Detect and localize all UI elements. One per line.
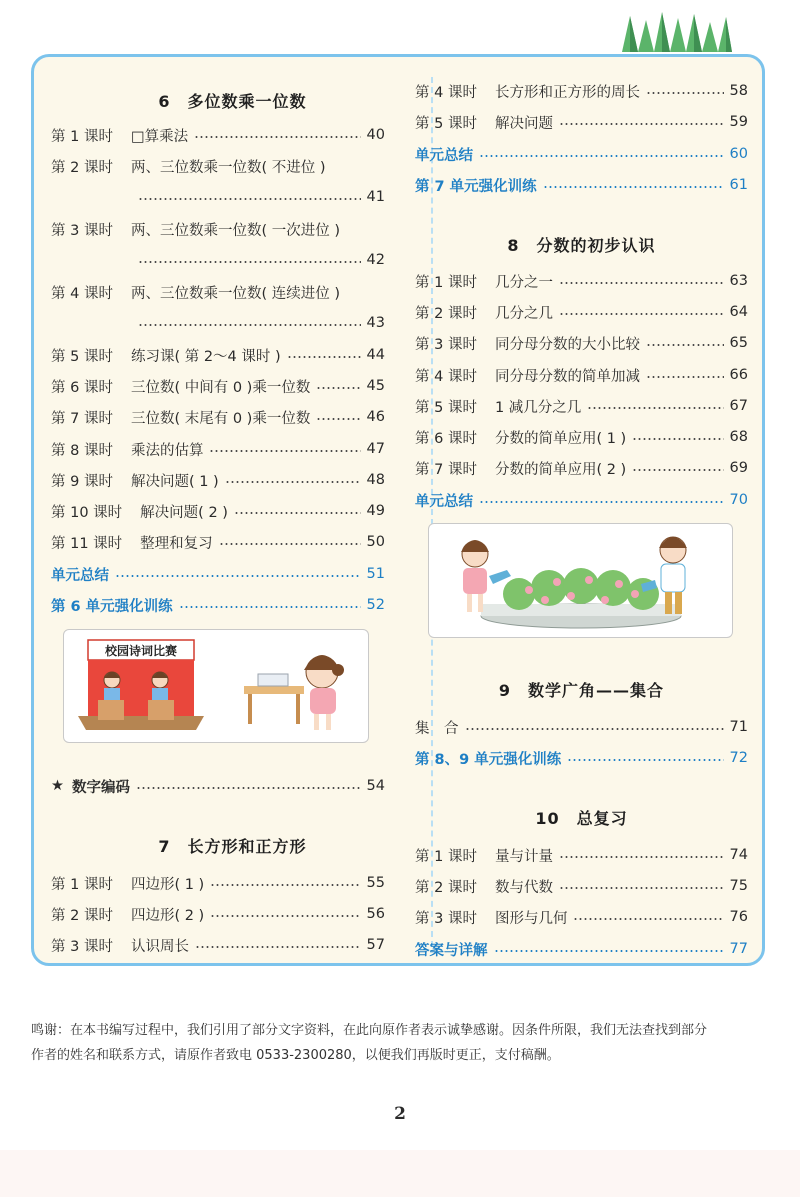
unit-training-label: 第 8、9 单元强化训练 <box>415 751 562 768</box>
unit-training-label: 第 7 单元强化训练 <box>415 178 537 195</box>
lesson-name: 解决问题( 2 ) <box>140 504 228 521</box>
tree-decoration <box>622 8 732 52</box>
lesson-name: 练习课( 第 2～4 课时 ) <box>130 348 281 365</box>
leader-dots <box>287 356 361 358</box>
leader-dots <box>559 887 724 889</box>
page-number: 59 <box>729 114 748 130</box>
lesson-number: 第 2 课时 <box>51 907 113 924</box>
page-number: 54 <box>366 778 385 794</box>
toc-row-8-1[interactable] <box>415 271 748 291</box>
leader-dots <box>632 469 723 471</box>
lesson-name: 解决问题 <box>494 115 553 132</box>
toc-row-6-8[interactable] <box>51 439 385 459</box>
unit-7-title: 7 长方形和正方形 <box>158 837 307 856</box>
page-number: 69 <box>729 460 748 476</box>
lesson-number: 第 1 课时 <box>51 876 113 893</box>
leader-dots <box>209 450 360 452</box>
toc-row-6-summary[interactable] <box>51 564 385 584</box>
unit-6-title: 6 多位数乘一位数 <box>158 92 307 111</box>
toc-row-7-4[interactable] <box>415 81 748 101</box>
unit-training-label: 第 6 单元强化训练 <box>51 598 173 615</box>
page-number-footer: 2 <box>394 1104 406 1124</box>
lesson-name: 数与代数 <box>494 879 553 896</box>
lesson-name: 认识周长 <box>130 938 189 955</box>
lesson-number: 第 2 课时 <box>415 305 477 322</box>
leader-dots <box>559 313 724 315</box>
lesson-number: 第 10 课时 <box>51 504 123 521</box>
bottom-band <box>0 1150 800 1197</box>
leader-dots <box>210 884 360 886</box>
lesson-name: 乘法的估算 <box>130 442 204 459</box>
toc-row-6-4-cont[interactable] <box>51 313 385 333</box>
page-number: 52 <box>366 597 385 613</box>
lesson-name: 四边形( 2 ) <box>130 907 205 924</box>
page-number: 48 <box>366 472 385 488</box>
toc-row-6-3-cont[interactable] <box>51 250 385 270</box>
leader-dots <box>567 759 723 761</box>
toc-row-6-7[interactable] <box>51 407 385 427</box>
toc-row-6-9[interactable] <box>51 470 385 490</box>
lesson-name: 两、三位数乘一位数( 不进位 ) <box>130 159 326 176</box>
acknowledgement <box>31 1018 771 1068</box>
toc-row-8-3[interactable] <box>415 333 748 353</box>
lesson-name: 几分之一 <box>494 274 553 291</box>
page-number: 51 <box>366 566 385 582</box>
lesson-name: 分数的简单应用( 1 ) <box>494 430 627 447</box>
leader-dots <box>138 198 361 200</box>
page-number: 65 <box>729 335 748 351</box>
toc-row-8-6[interactable] <box>415 427 748 447</box>
toc-row-10-2[interactable] <box>415 876 748 896</box>
leader-dots <box>559 123 724 125</box>
lesson-number: 第 9 课时 <box>51 473 113 490</box>
special-topic-label: 数字编码 <box>72 779 130 796</box>
acknowledgement-line-1: 鸣谢：在本书编写过程中，我们引用了部分文字资料，在此向原作者表示诚挚感谢。因条件所限，我们无法查找到部分 <box>31 1023 708 1038</box>
lesson-number: 第 4 课时 <box>415 84 477 101</box>
leader-dots <box>646 92 724 94</box>
page-number: 58 <box>729 83 748 99</box>
page-number: 41 <box>366 189 385 205</box>
poetry-competition-illustration <box>63 629 369 743</box>
contents-card <box>31 54 765 966</box>
leader-dots <box>543 186 724 188</box>
page-number: 43 <box>366 315 385 331</box>
unit-summary-label: 单元总结 <box>415 493 473 510</box>
garden-scene-icon <box>429 524 732 637</box>
leader-dots <box>138 324 361 326</box>
lesson-name: 两、三位数乘一位数( 连续进位 ) <box>130 285 340 302</box>
page-number: 50 <box>366 534 385 550</box>
page-number: 68 <box>729 429 748 445</box>
lesson-number: 第 3 课时 <box>51 938 113 955</box>
lesson-name: 解决问题( 1 ) <box>130 473 219 490</box>
leader-dots <box>194 136 360 138</box>
lesson-number: 第 11 课时 <box>51 535 123 552</box>
page-number: 61 <box>729 177 748 193</box>
lesson-number: 第 8 课时 <box>51 442 113 459</box>
lesson-number: 第 3 课时 <box>51 222 113 239</box>
page-number: 47 <box>366 441 385 457</box>
lesson-name: 集 合 <box>415 720 459 737</box>
page-number: 74 <box>729 847 748 863</box>
page-number: 76 <box>729 909 748 925</box>
leader-dots <box>210 915 360 917</box>
lesson-number: 第 6 课时 <box>415 430 477 447</box>
lesson-number: 第 3 课时 <box>415 910 477 927</box>
page-number: 71 <box>729 719 748 735</box>
leader-dots <box>479 155 724 157</box>
toc-row-8-4[interactable] <box>415 365 748 385</box>
leader-dots <box>573 918 723 920</box>
lesson-name: □算乘法 <box>130 128 189 145</box>
page-number: 60 <box>729 146 748 162</box>
leader-dots <box>316 387 360 389</box>
lesson-number: 第 3 课时 <box>415 336 477 353</box>
leader-dots <box>195 946 361 948</box>
leader-dots <box>234 512 361 514</box>
page-number: 57 <box>366 937 385 953</box>
star-icon: ★ <box>51 778 64 794</box>
page-number: 56 <box>366 906 385 922</box>
toc-row-8-2[interactable] <box>415 302 748 322</box>
lesson-name: 同分母分数的大小比较 <box>494 336 640 353</box>
acknowledgement-line-2: 作者的姓名和联系方式，请原作者致电 0533-2300280，以便我们再版时更正，支付稿酬。 <box>31 1048 560 1063</box>
answers-label: 答案与详解 <box>415 942 488 959</box>
toc-row-6-10[interactable] <box>51 501 385 521</box>
leader-dots <box>115 575 361 577</box>
toc-row-6-6[interactable] <box>51 376 385 396</box>
lesson-name: 同分母分数的简单加减 <box>494 368 640 385</box>
toc-row-7-1[interactable] <box>51 873 385 893</box>
lesson-number: 第 5 课时 <box>415 399 477 416</box>
lesson-number: 第 6 课时 <box>51 379 113 396</box>
lesson-name: 图形与几何 <box>494 910 568 927</box>
lesson-number: 第 5 课时 <box>415 115 477 132</box>
page-number: 64 <box>729 304 748 320</box>
toc-row-star[interactable] <box>51 776 385 796</box>
lesson-number: 第 7 课时 <box>51 410 113 427</box>
page-number: 75 <box>729 878 748 894</box>
toc-row-7-summary[interactable] <box>415 144 748 164</box>
toc-row-6-4[interactable] <box>51 282 385 302</box>
unit-8-title: 8 分数的初步认识 <box>507 236 656 255</box>
page-number: 72 <box>729 750 748 766</box>
page-number: 46 <box>366 409 385 425</box>
leader-dots <box>559 282 724 284</box>
lesson-number: 第 1 课时 <box>415 848 477 865</box>
lesson-name: 两、三位数乘一位数( 一次进位 ) <box>130 222 340 239</box>
page-number: 49 <box>366 503 385 519</box>
leader-dots <box>646 376 724 378</box>
page-number: 67 <box>729 398 748 414</box>
leader-dots <box>138 261 361 263</box>
lesson-number: 第 1 课时 <box>51 128 113 145</box>
lesson-number: 第 4 课时 <box>415 368 477 385</box>
leader-dots <box>179 606 361 608</box>
leader-dots <box>587 407 723 409</box>
lesson-name: 量与计量 <box>494 848 553 865</box>
classroom-scene-icon <box>64 630 368 742</box>
page-number: 55 <box>366 875 385 891</box>
leader-dots <box>479 501 724 503</box>
lesson-number: 第 7 课时 <box>415 461 477 478</box>
toc-row-6-1[interactable] <box>51 125 385 145</box>
unit-9-title: 9 数学广角——集合 <box>498 681 665 700</box>
unit-10-title: 10 总复习 <box>535 809 628 828</box>
toc-row-6-2[interactable] <box>51 156 385 176</box>
page-number: 63 <box>729 273 748 289</box>
page-number: 40 <box>366 127 385 143</box>
page-number: 77 <box>729 941 748 957</box>
lesson-number: 第 2 课时 <box>415 879 477 896</box>
toc-row-10-1[interactable] <box>415 845 748 865</box>
toc-row-6-11[interactable] <box>51 532 385 552</box>
leader-dots <box>219 543 361 545</box>
toc-row-9-training[interactable] <box>415 748 748 768</box>
lesson-number: 第 1 课时 <box>415 274 477 291</box>
lesson-name: 三位数( 末尾有 0 )乘一位数 <box>130 410 311 427</box>
toc-row-6-3[interactable] <box>51 219 385 239</box>
poetry-sign-text: 校园诗词比赛 <box>104 644 178 658</box>
lesson-name: 整理和复习 <box>140 535 213 552</box>
toc-row-8-5[interactable] <box>415 396 748 416</box>
leader-dots <box>316 418 360 420</box>
page-number: 45 <box>366 378 385 394</box>
toc-row-6-2-cont[interactable] <box>51 187 385 207</box>
toc-row-8-summary[interactable] <box>415 490 748 510</box>
unit-summary-label: 单元总结 <box>51 567 109 584</box>
toc-row-7-2[interactable] <box>51 904 385 924</box>
leader-dots <box>646 344 724 346</box>
lesson-name: 几分之几 <box>494 305 553 322</box>
unit-summary-label: 单元总结 <box>415 147 473 164</box>
leader-dots <box>632 438 723 440</box>
toc-row-9-1[interactable] <box>415 717 748 737</box>
lesson-number: 第 2 课时 <box>51 159 113 176</box>
page-number: 70 <box>729 492 748 508</box>
leader-dots <box>225 481 361 483</box>
lesson-name: 长方形和正方形的周长 <box>494 84 640 101</box>
lesson-number: 第 4 课时 <box>51 285 113 302</box>
page-number: 42 <box>366 252 385 268</box>
leader-dots <box>494 950 724 952</box>
toc-row-7-5[interactable] <box>415 112 748 132</box>
page-number: 44 <box>366 347 385 363</box>
toc-row-8-7[interactable] <box>415 458 748 478</box>
lesson-number: 第 5 课时 <box>51 348 113 365</box>
toc-row-10-3[interactable] <box>415 907 748 927</box>
watering-plants-illustration <box>428 523 733 638</box>
toc-row-7-training[interactable] <box>415 175 748 195</box>
leader-dots <box>136 787 361 789</box>
lesson-name: 三位数( 中间有 0 )乘一位数 <box>130 379 311 396</box>
lesson-name: 1 减几分之几 <box>494 399 582 416</box>
toc-row-6-training[interactable] <box>51 595 385 615</box>
leader-dots <box>559 856 724 858</box>
lesson-name: 分数的简单应用( 2 ) <box>494 461 627 478</box>
lesson-name: 四边形( 1 ) <box>130 876 205 893</box>
toc-row-6-5[interactable] <box>51 345 385 365</box>
page-number: 66 <box>729 367 748 383</box>
toc-row-answers[interactable] <box>415 939 748 959</box>
leader-dots <box>465 728 724 730</box>
toc-row-7-3[interactable] <box>51 935 385 955</box>
